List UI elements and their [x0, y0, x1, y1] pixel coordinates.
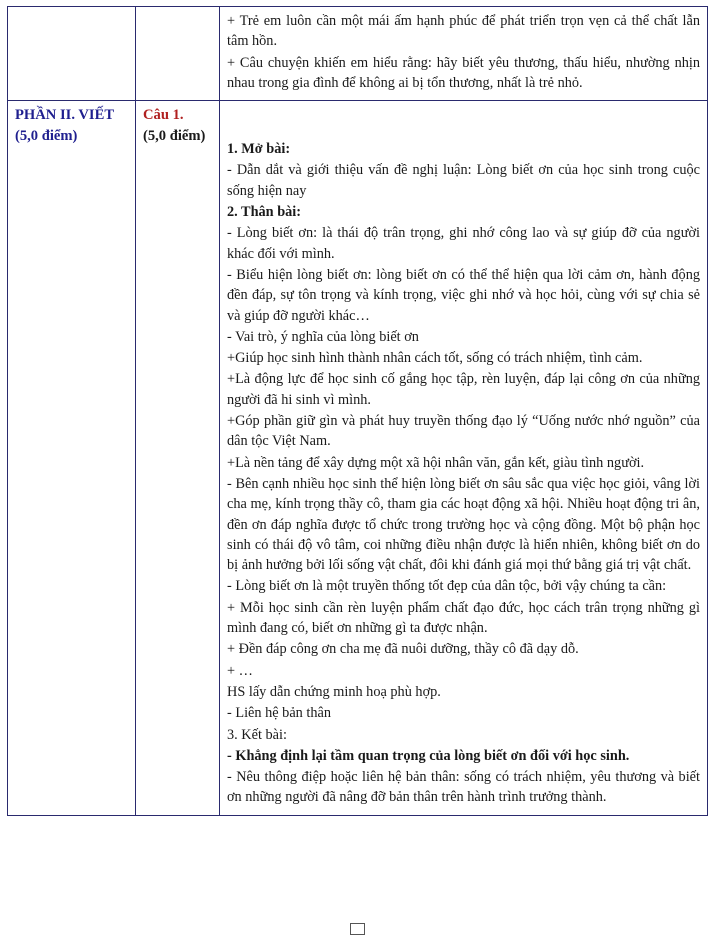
table-row — [8, 7, 708, 101]
row1-para-1: + Trẻ em luôn cần một mái ấm hạnh phúc để phát triển trọn vẹn cả thể chất lẫn tâm hồn. — [227, 13, 700, 50]
essay-body-point-11: + Đền đáp công ơn cha mẹ đã nuôi dưỡng, thầy cô đã dạy dỗ. — [227, 641, 579, 658]
answer-key-table — [7, 6, 708, 816]
row1-part-cell — [8, 7, 136, 101]
table-row — [8, 101, 708, 816]
row2-part-cell — [8, 101, 136, 816]
question-label-line2: (5,0 điểm) — [143, 128, 206, 145]
essay-body-point-1: - Lòng biết ơn: là thái độ trân trọng, ghi nhớ công lao và sự giúp đỡ của người khác đối với mình. — [227, 225, 700, 262]
essay-section-body-heading: 2. Thân bài: — [227, 204, 302, 221]
question-label-line1: Câu 1. — [143, 107, 184, 124]
essay-body-point-5: +Là động lực để học sinh cố gắng học tập, rèn luyện, đáp lại công ơn của những người đã hi sinh vì mình. — [227, 371, 700, 408]
row1-content-cell — [220, 7, 708, 101]
essay-body-point-2: - Biểu hiện lòng biết ơn: lòng biết ơn có thể thể hiện qua lời cảm ơn, hành động đền đáp, sự tôn trọng và kính trọng, việc ghi nhớ và học hỏi, cùng với sự chia sẻ và giúp đỡ người khác… — [227, 266, 700, 324]
essay-intro-point: - Dẫn dắt và giới thiệu vấn đề nghị luận: Lòng biết ơn của học sinh trong cuộc sống hiện nay — [227, 162, 700, 199]
essay-body-point-3: - Vai trò, ý nghĩa của lòng biết ơn — [227, 328, 419, 345]
part-label-line2: (5,0 điểm) — [15, 128, 78, 145]
row1-para-2: + Câu chuyện khiến em hiểu rằng: hãy biết yêu thương, thấu hiểu, nhường nhịn nhau trong gia đình để không ai bị tổn thương, nhất là trẻ nhỏ. — [227, 54, 700, 91]
document-page — [0, 6, 714, 941]
essay-body-point-7: +Là nền tảng để xây dựng một xã hội nhân văn, gắn kết, giàu tình người. — [227, 454, 645, 471]
content-top-spacer — [227, 105, 700, 139]
essay-section-conclusion-heading: - Khẳng định lại tầm quan trọng của lòng biết ơn đối với học sinh. — [227, 747, 630, 764]
row2-content-cell — [220, 101, 708, 816]
essay-body-point-12: + … — [227, 662, 253, 679]
essay-body-point-6: +Góp phần giữ gìn và phát huy truyền thống đạo lý “Uống nước nhớ nguồn” của dân tộc Việt Nam. — [227, 413, 700, 450]
row1-question-cell — [136, 7, 220, 101]
footer-box-icon — [350, 923, 365, 935]
row2-question-cell — [136, 101, 220, 816]
essay-body-point-4: +Giúp học sinh hình thành nhân cách tốt, sống có trách nhiệm, tình cảm. — [227, 350, 643, 367]
essay-body-note: HS lấy dẫn chứng minh hoạ phù hợp. — [227, 683, 441, 700]
essay-body-point-8: - Bên cạnh nhiều học sinh thể hiện lòng biết ơn sâu sắc qua việc học giỏi, vâng lời cha mẹ, kính trọng thầy cô, tham gia các hoạt động xã hội. Nhiều hoạt động tri ân, đền ơn đáp nghĩa được tổ chức trong trường học và cộng đồng. Một bộ phận học sinh có thái độ vô tâm, coi những điều nhận được là hiển nhiên, không biết ơn do bị ảnh hưởng bởi lối sống vật chất, đôi khi đánh giá mọi thứ bằng giá trị vật chất. — [227, 475, 700, 574]
essay-body-point-10: + Mỗi học sinh cần rèn luyện phẩm chất đạo đức, học cách trân trọng những gì mình đang có, biết ơn những gì ta được nhận. — [227, 599, 700, 637]
essay-body-point-9: - Lòng biết ơn là một truyền thống tốt đẹp của dân tộc, bởi vậy chúng ta cần: — [227, 578, 667, 595]
essay-body-point-14: 3. Kết bài: — [227, 726, 287, 743]
page-footer — [0, 923, 714, 935]
essay-conclusion-point-1: - Nêu thông điệp hoặc liên hệ bản thân: sống có trách nhiệm, yêu thương và biết ơn những người đã nâng đỡ bản thân trên hành trình trưởng thành. — [227, 769, 700, 806]
part-label-line1: PHẦN II. VIẾT — [15, 107, 115, 124]
essay-body-point-13: - Liên hệ bản thân — [227, 705, 332, 722]
essay-section-intro-heading: 1. Mở bài: — [227, 141, 291, 158]
